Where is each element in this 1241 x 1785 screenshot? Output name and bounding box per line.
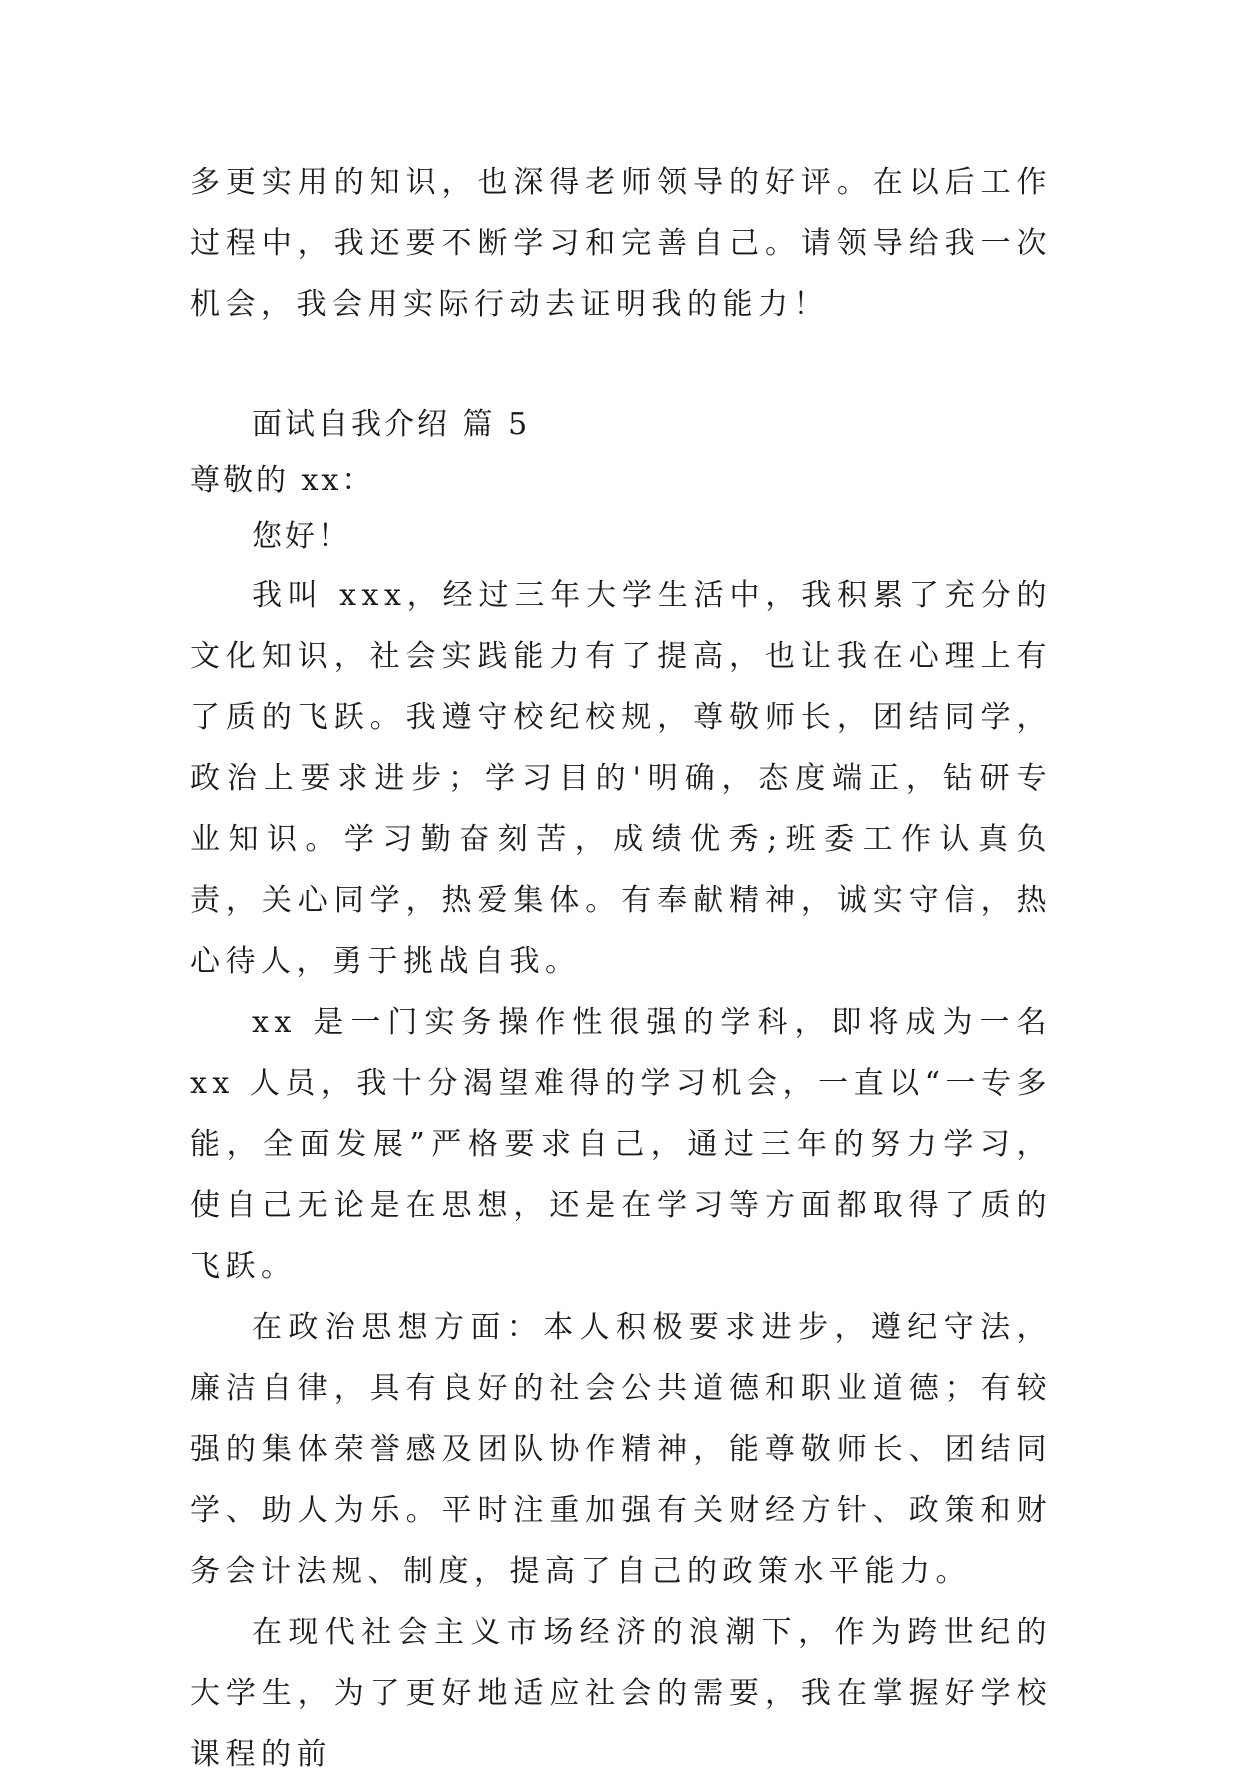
salutation: 尊敬的 xx： (190, 463, 375, 498)
body-paragraph-1: 我叫 xxx，经过三年大学生活中，我积累了充分的文化知识，社会实践能力有了提高，也让我在心理上有了质的飞跃。我遵守校纪校规，尊敬师长，团结同学，政治上要求进步；学习目的'明确，态度端正，钻研专业知识。学习勤奋刻苦，成绩优秀;班委工作认真负责，关心同学，热爱集体。有奉献精神，诚实守信，热心待人，勇于挑战自我。 (190, 578, 1052, 979)
greeting: 您好！ (252, 519, 351, 554)
continuation-paragraph: 多更实用的知识，也深得老师领导的好评。在以后工作过程中，我还要不断学习和完善自己。请领导给我一次机会，我会用实际行动去证明我的能力！ (190, 165, 1052, 322)
body-paragraph-2: xx 是一门实务操作性很强的学科，即将成为一名 xx 人员，我十分渴望难得的学习机会，一直以“一专多能，全面发展”严格要求自己，通过三年的努力学习，使自己无论是在思想，还是在学习等方面都取得了质的飞跃。 (190, 1005, 1052, 1284)
body-paragraph-3: 在政治思想方面：本人积极要求进步，遵纪守法，廉洁自律，具有良好的社会公共道德和职业道德；有较强的集体荣誉感及团队协作精神，能尊敬师长、团结同学、助人为乐。平时注重加强有关财经方针、政策和财务会计法规、制度，提高了自己的政策水平能力。 (190, 1310, 1052, 1589)
section-spacer (190, 335, 1052, 397)
document-body (190, 152, 1052, 1785)
body-paragraph-4: 在现代社会主义市场经济的浪潮下，作为跨世纪的大学生，为了更好地适应社会的需要，我在掌握好学校课程的前 (190, 1615, 1052, 1772)
section-title: 面试自我介绍 篇 5 (252, 407, 531, 442)
